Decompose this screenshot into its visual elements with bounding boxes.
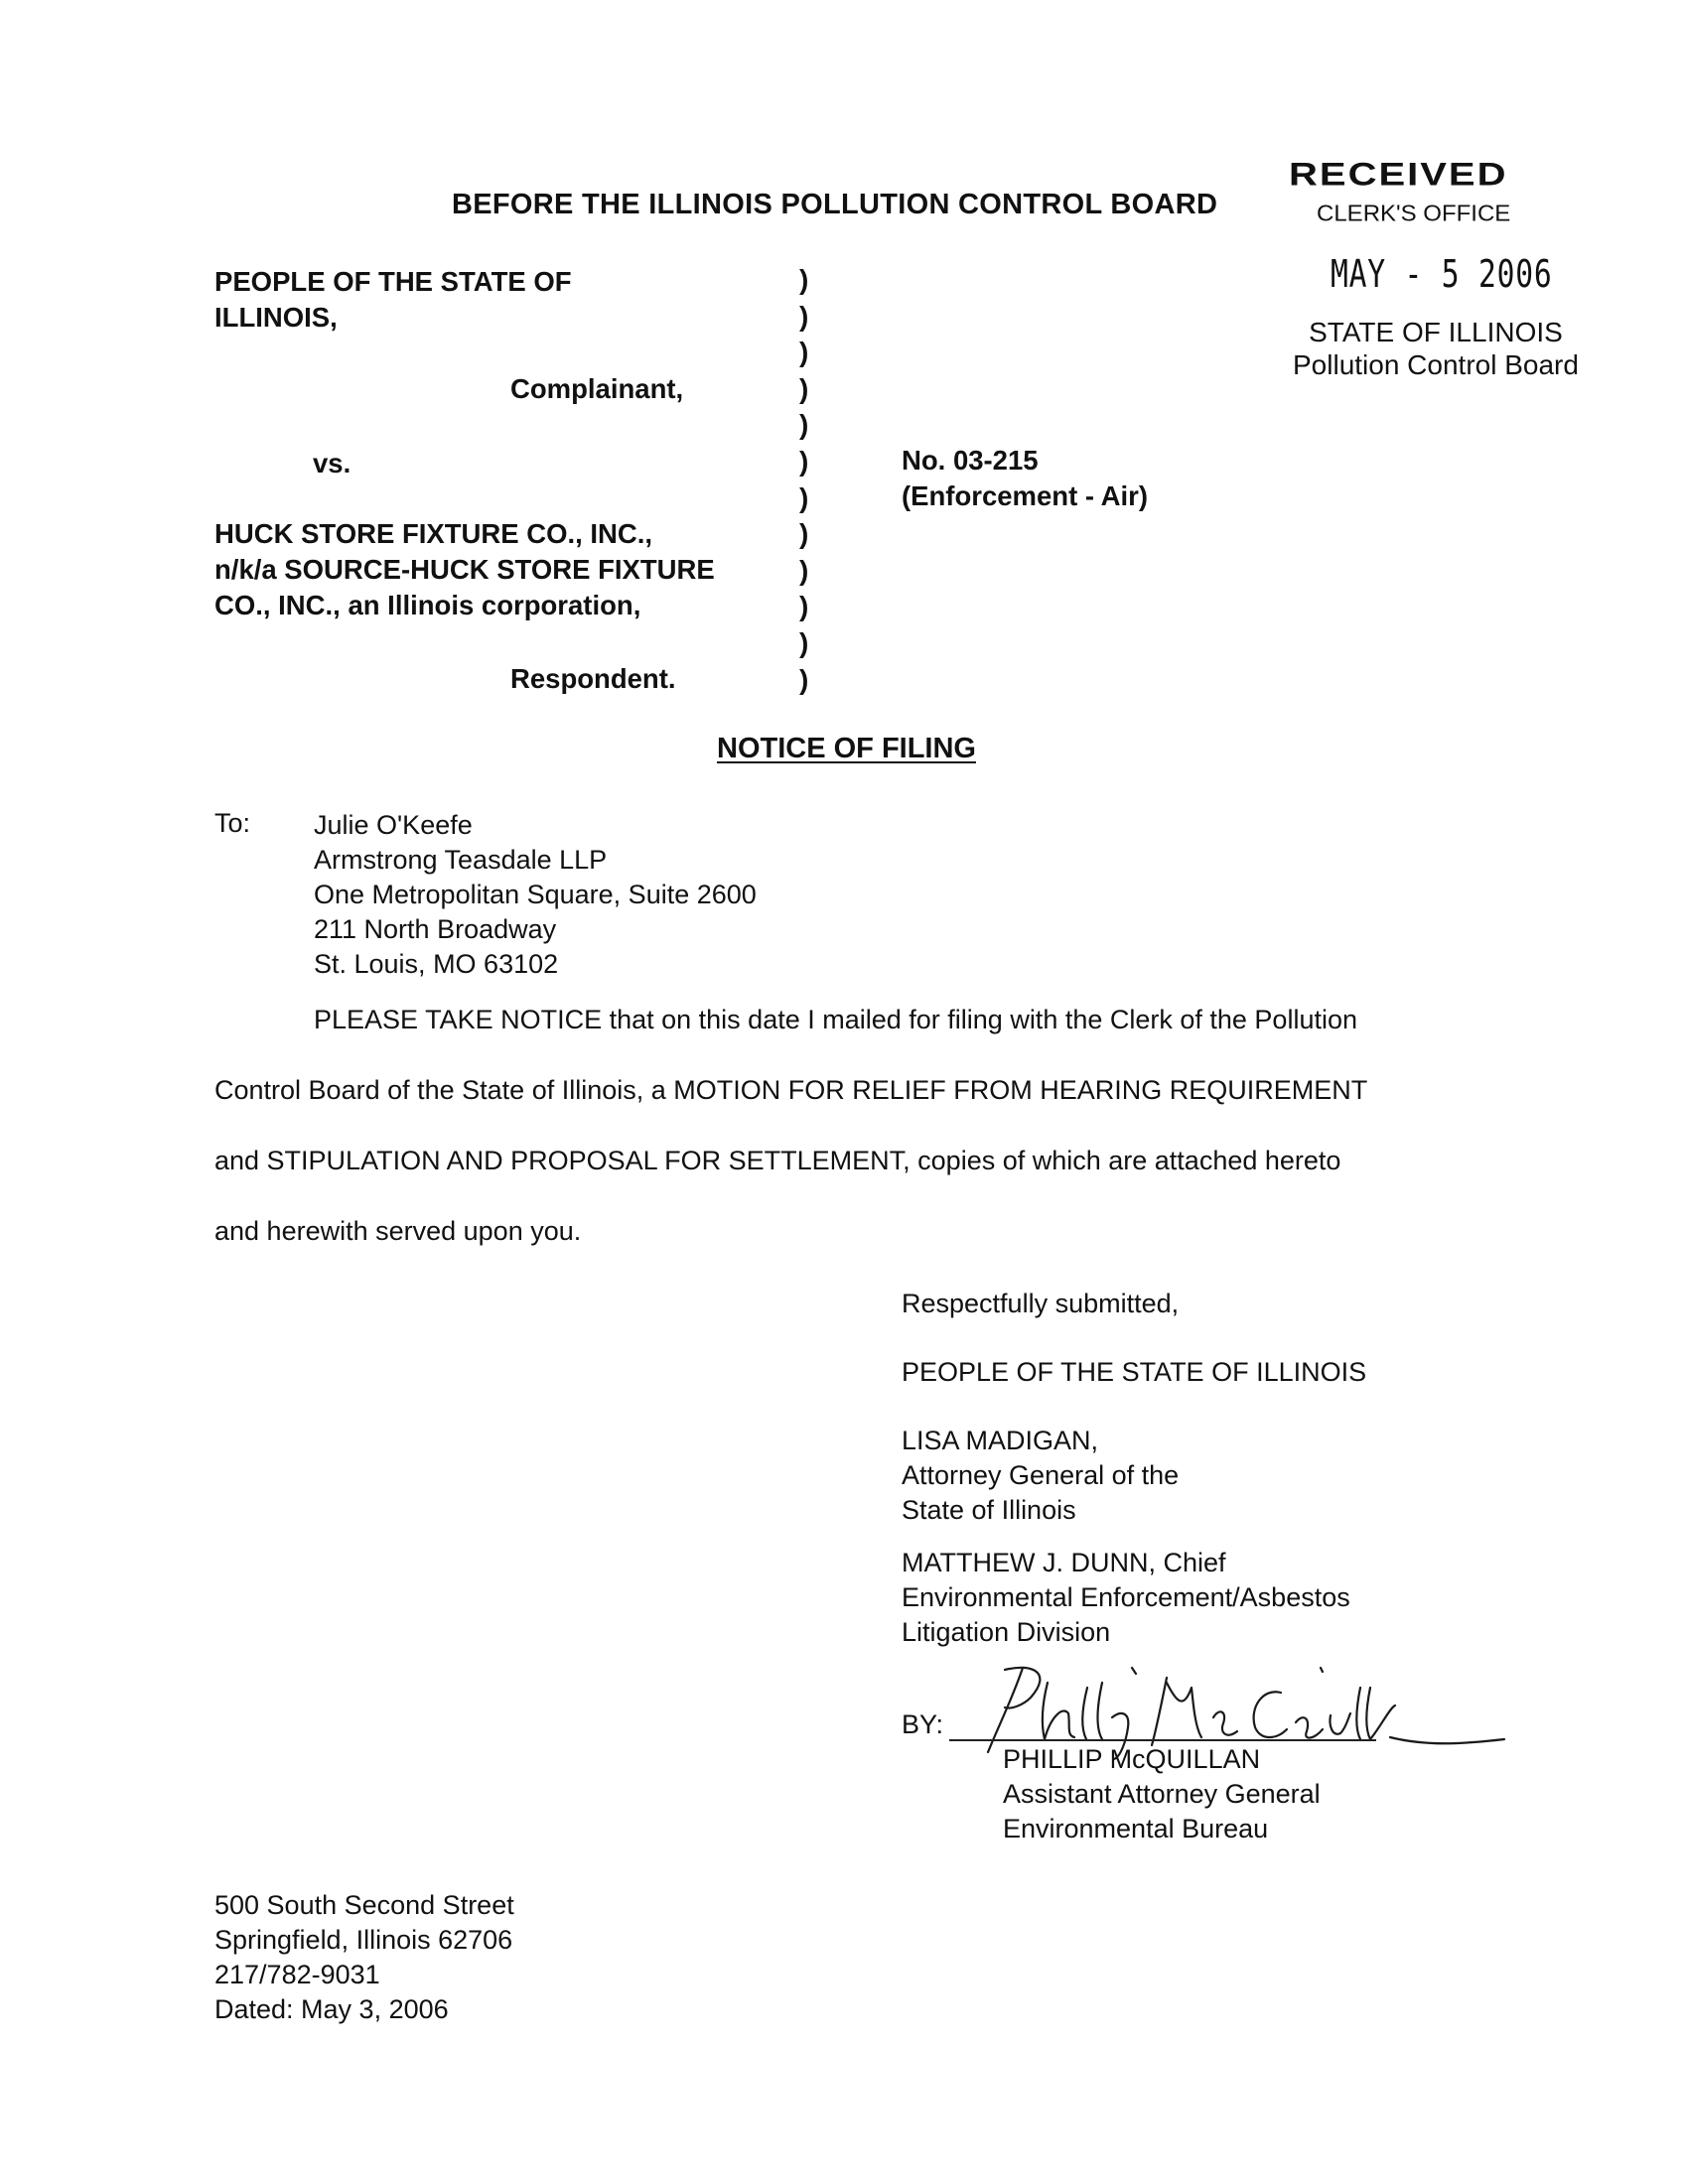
paren: ) [799,372,809,404]
signer-title-line2: Environmental Bureau [1003,1814,1269,1843]
respondent-line3: CO., INC., an Illinois corporation, [214,590,641,620]
paren: ) [799,591,809,622]
stamp-received: RECEIVED [1289,157,1508,194]
respondent-name [214,516,715,623]
footer-dated: Dated: May 3, 2006 [214,1994,449,2024]
signer-block [1003,1742,1321,1846]
paren: ) [799,481,809,513]
signer-title-line1: Assistant Attorney General [1003,1779,1321,1809]
notice-body-line: and STIPULATION AND PROPOSAL FOR SETTLEMENT, copies of which are attached hereto [214,1146,1341,1175]
paren: ) [799,445,809,477]
footer-street: 500 South Second Street [214,1890,514,1920]
addressee-block [314,808,757,982]
ag-title-line2: State of Illinois [902,1495,1076,1525]
paren: ) [799,663,809,695]
division-chief [902,1546,1366,1650]
by-label: BY: [902,1709,944,1739]
closing: Respectfully submitted, [902,1289,1180,1318]
stamp-state [1293,316,1579,381]
addressee-suite: One Metropolitan Square, Suite 2600 [314,880,757,909]
complainant-line1: PEOPLE OF THE STATE OF [214,266,572,297]
notice-heading: NOTICE OF FILING [717,733,976,764]
paren: ) [799,518,809,550]
case-info [902,443,1148,514]
caption-parentheses [799,262,808,698]
signature-line [949,1739,1376,1741]
stamp-date: MAY - 5 2006 [1331,252,1553,296]
court-title: BEFORE THE ILLINOIS POLLUTION CONTROL BOARD [452,189,1218,220]
paren: ) [799,264,809,295]
respondent-line2: n/k/a SOURCE-HUCK STORE FIXTURE [214,554,715,585]
addressee-city: St. Louis, MO 63102 [314,949,559,979]
ag-name: LISA MADIGAN, [902,1426,1099,1455]
signature-block [902,1287,1366,1650]
complainant-name [214,264,572,336]
addressee-street: 211 North Broadway [314,914,557,944]
ag-title-line1: Attorney General of the [902,1460,1180,1490]
chief-name: MATTHEW J. DUNN, Chief [902,1548,1226,1577]
complainant-line2: ILLINOIS, [214,302,338,333]
addressee-name: Julie O'Keefe [314,810,473,840]
respondent-line1: HUCK STORE FIXTURE CO., INC., [214,518,653,549]
notice-body-line: and herewith served upon you. [214,1216,582,1246]
stamp-clerk-office: CLERK'S OFFICE [1317,201,1511,227]
versus-label: vs. [313,448,351,478]
paren: ) [799,337,809,368]
case-number: No. 03-215 [902,445,1039,476]
paren: ) [799,409,809,441]
party-name: PEOPLE OF THE STATE OF ILLINOIS [902,1357,1367,1387]
notice-body-line: PLEASE TAKE NOTICE that on this date I mailed for filing with the Clerk of the Pollution [314,1005,1357,1034]
complainant-label: Complainant, [510,373,684,404]
notice-body-line: Control Board of the State of Illinois, a MOTION FOR RELIEF FROM HEARING REQUIREMENT [214,1075,1368,1105]
chief-title-line1: Environmental Enforcement/Asbestos [902,1582,1350,1612]
stamp-state-line2: Pollution Control Board [1293,349,1579,380]
footer-city: Springfield, Illinois 62706 [214,1925,513,1955]
chief-title-line2: Litigation Division [902,1617,1111,1647]
stamp-state-line1: STATE OF ILLINOIS [1309,317,1563,347]
footer-phone: 217/782-9031 [214,1960,380,1989]
paren: ) [799,626,809,658]
attorney-general [902,1424,1366,1528]
paren: ) [799,554,809,586]
paren: ) [799,300,809,332]
to-label: To: [214,808,251,838]
case-type: (Enforcement - Air) [902,480,1149,511]
footer-address [214,1888,514,2027]
addressee-firm: Armstrong Teasdale LLP [314,845,608,875]
respondent-label: Respondent. [510,663,676,694]
signer-name: PHILLIP McQUILLAN [1003,1744,1261,1774]
